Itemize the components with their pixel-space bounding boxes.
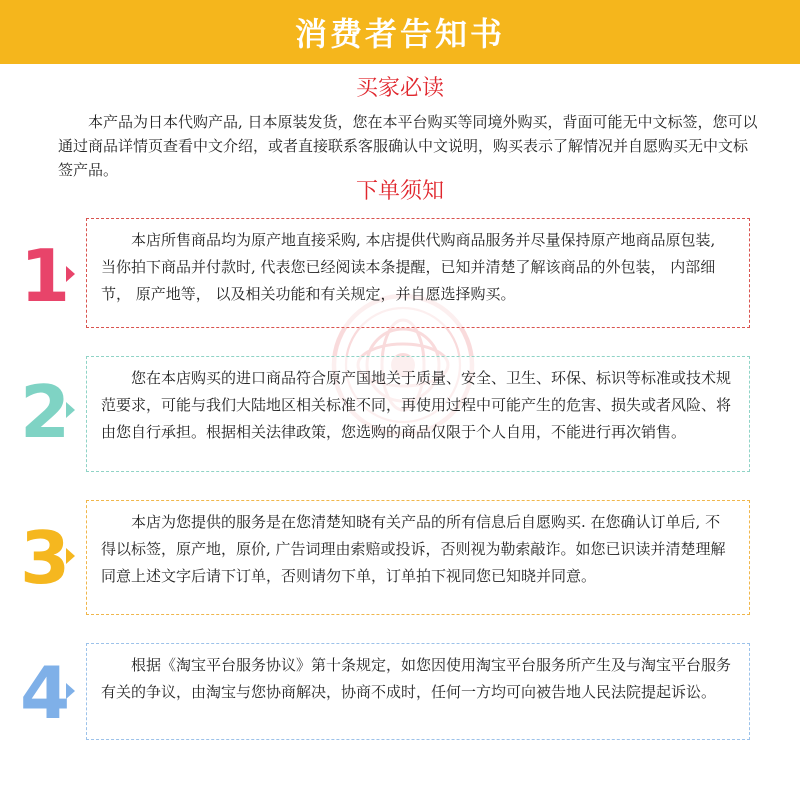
notice-box-2	[86, 356, 750, 472]
pointer-arrow-icon	[66, 402, 75, 418]
page-title: 消费者告知书	[294, 15, 505, 53]
item-number-2: 2	[20, 370, 71, 454]
notice-box-3	[86, 500, 750, 615]
notice-text-3: 本店为您提供的服务是在您清楚知晓有关产品的所有信息后自愿购买. 在您确认订单后, 不得以标签，原产地，原价, 广告词理由索赔或投诉，否则视为勒索敲诈。如您已识读并清楚理解同意上述文字后请下订单，否则请勿下单，订单拍下视同您已知晓并同意。	[101, 513, 726, 585]
pointer-arrow-icon	[66, 683, 75, 699]
header-banner	[0, 0, 800, 64]
notice-text-1: 本店所售商品均为原产地直接采购, 本店提供代购商品服务并尽量保持原产地商品原包装, 当你拍下商品并付款时, 代表您已经阅读本条提醒，已知并清楚了解该商品的外包装， 内部细节， 原产地等， 以及相关功能和有关规定，并自愿选择购买。	[101, 231, 716, 303]
item-number-4: 4	[20, 651, 71, 735]
notice-box-4	[86, 643, 750, 740]
buyer-section-heading: 买家必读	[355, 76, 444, 101]
pointer-arrow-icon	[66, 548, 75, 564]
pointer-arrow-icon	[66, 266, 75, 282]
item-number-1: 1	[20, 234, 71, 318]
notice-text-4: 根据《淘宝平台服务协议》第十条规定，如您因使用淘宝平台服务所产生及与淘宝平台服务有关的争议，由淘宝与您协商解决，协商不成时，任何一方均可向被告地人民法院提起诉讼。	[101, 656, 732, 701]
notice-text-2: 您在本店购买的进口商品符合原产国地关于质量、安全、卫生、环保、标识等标准或技术规范要求，可能与我们大陆地区相关标准不同，再使用过程中可能产生的危害、损失或者风险、将由您自行承担。根据相关法律政策，您选购的商品仅限于个人自用，不能进行再次销售。	[101, 369, 732, 441]
item-number-3: 3	[20, 516, 71, 600]
notice-box-1	[86, 218, 750, 328]
order-section-heading: 下单须知	[355, 179, 444, 204]
buyer-notice-text: 本产品为日本代购产品, 日本原装发货，您在本平台购买等同境外购买，背面可能无中文标签，您可以通过商品详情页查看中文介绍，或者直接联系客服确认中文说明，购买表示了解情况并自愿购买无中文标签产品。	[58, 113, 758, 179]
